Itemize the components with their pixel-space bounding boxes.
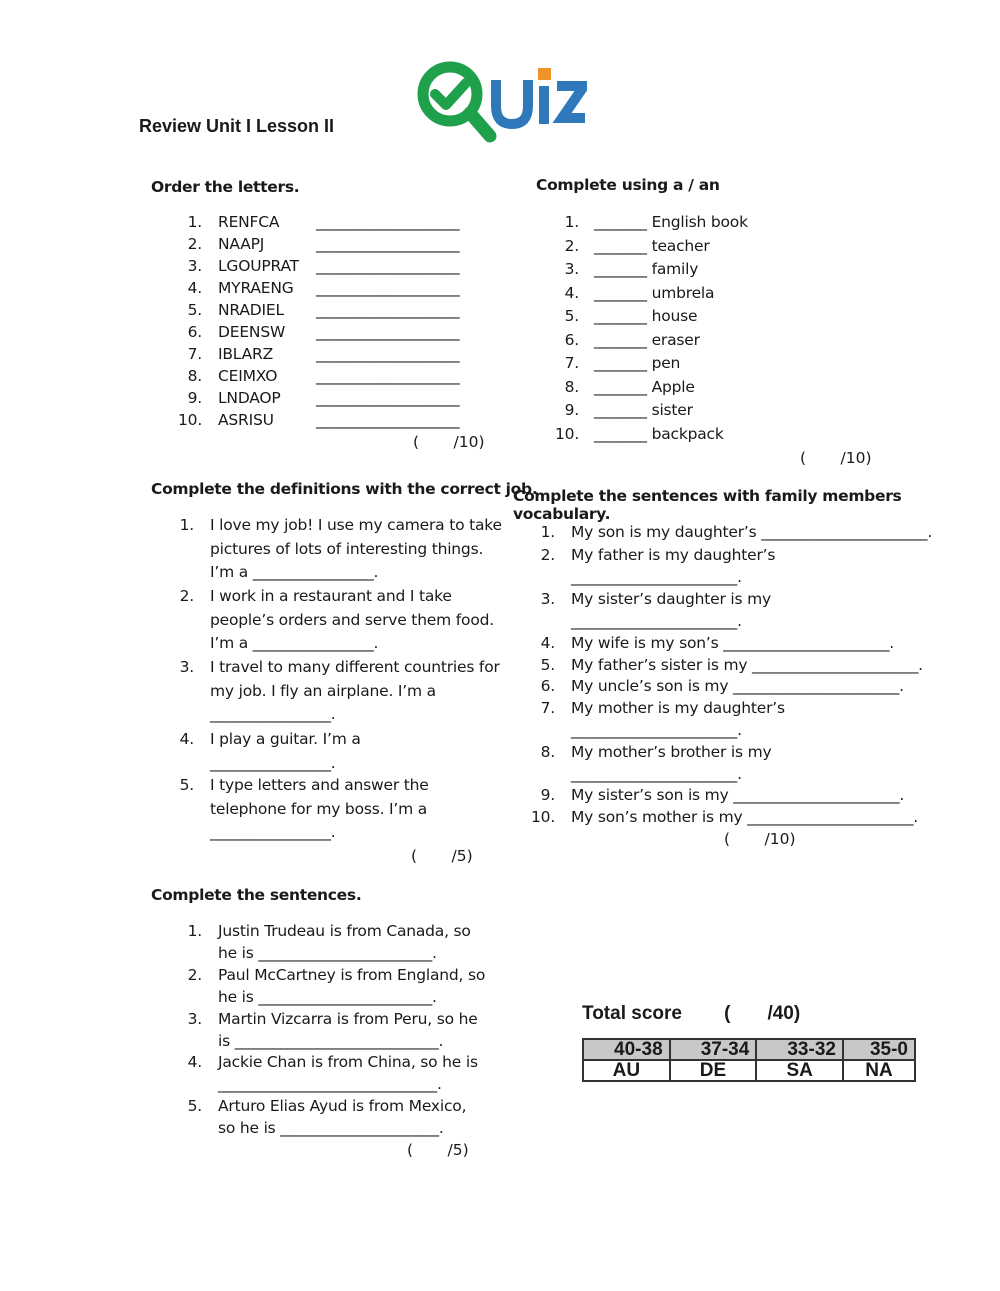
item-number: 5. — [187, 1097, 202, 1115]
a-an-score: ( /10) — [800, 449, 872, 467]
a-an-heading: Complete using a / an — [536, 176, 720, 194]
item-text-line: Martin Vizcarra is from Peru, so he — [218, 1010, 478, 1028]
answer-blank[interactable]: ___________________ — [316, 323, 460, 341]
answer-blank[interactable]: ___________________ — [316, 345, 460, 363]
item-text: _______ English book — [594, 213, 748, 231]
item-text-line: My sister’s daughter is my — [571, 590, 771, 608]
order-letters-heading: Order the letters. — [151, 178, 300, 196]
grade-code: DE — [670, 1060, 757, 1081]
item-number: 9. — [564, 401, 579, 419]
item-number: 3. — [187, 257, 202, 275]
answer-blank[interactable]: ___________________ — [316, 279, 460, 297]
item-text-line: My father is my daughter’s — [571, 546, 776, 564]
item-text-line: my job. I fly an airplane. I’m a — [210, 681, 436, 700]
item-text: _______ eraser — [594, 331, 700, 349]
grade-range: 35-0 — [843, 1039, 915, 1060]
item-text-line: I type letters and answer the — [210, 776, 429, 794]
item-text-line: My sister’s son is my ______________________. — [571, 786, 905, 804]
item-text-line: My mother is my daughter’s — [571, 699, 785, 717]
item-text-line: ________________. — [210, 823, 336, 841]
item-number: 3. — [540, 590, 555, 608]
item-text: _______ house — [594, 307, 698, 325]
item-text-line: ______________________. — [571, 721, 742, 739]
item-text-line: My father’s sister is my ______________________. — [571, 656, 923, 674]
item-text: _______ Apple — [594, 378, 695, 396]
answer-blank[interactable]: ___________________ — [316, 235, 460, 253]
item-text-line: Arturo Elias Ayud is from Mexico, — [218, 1097, 467, 1115]
item-text-line: My uncle’s son is my ______________________. — [571, 677, 904, 695]
answer-blank[interactable]: ___________________ — [316, 411, 460, 429]
item-text: MYRAENG — [218, 279, 294, 297]
item-number: 1. — [187, 213, 202, 231]
item-number: 3. — [564, 260, 579, 278]
item-number: 7. — [187, 345, 202, 363]
grade-code: NA — [843, 1060, 915, 1081]
item-text: ASRISU — [218, 411, 274, 429]
order-letters-score: ( /10) — [413, 433, 485, 451]
item-number: 7. — [564, 354, 579, 372]
grade-range: 40-38 — [583, 1039, 670, 1060]
item-text: _______ sister — [594, 401, 693, 419]
item-number: 6. — [187, 323, 202, 341]
item-text-line: My mother’s brother is my — [571, 743, 772, 761]
item-text-line: I’m a ________________. — [210, 634, 379, 652]
item-text: RENFCA — [218, 213, 280, 231]
item-text-line: ______________________. — [571, 568, 742, 586]
item-number: 10. — [531, 808, 556, 826]
item-text: _______ family — [594, 260, 699, 278]
item-text-line: Jackie Chan is from China, so he is — [218, 1053, 478, 1071]
item-text-line: people’s orders and serve them food. — [210, 610, 494, 629]
item-text: DEENSW — [218, 323, 286, 341]
item-text-line: My son’s mother is my ______________________. — [571, 808, 919, 826]
item-text: CEIMXO — [218, 367, 278, 385]
answer-blank[interactable]: ___________________ — [316, 367, 460, 385]
item-text: NAAPJ — [218, 235, 265, 253]
sentences-score: ( /5) — [407, 1141, 469, 1159]
item-text-line: Paul McCartney is from England, so — [218, 966, 486, 984]
item-text-line: Justin Trudeau is from Canada, so — [218, 922, 471, 940]
answer-blank[interactable]: ___________________ — [316, 389, 460, 407]
grade-range: 33-32 — [756, 1039, 843, 1060]
grade-range: 37-34 — [670, 1039, 757, 1060]
item-number: 4. — [187, 279, 202, 297]
item-text-line: My son is my daughter’s ______________________. — [571, 523, 933, 541]
item-number: 5. — [187, 301, 202, 319]
item-text-line: ______________________. — [571, 612, 742, 630]
document-title: Review Unit I Lesson II — [139, 116, 335, 136]
item-number: 2. — [187, 235, 202, 253]
answer-blank[interactable]: ___________________ — [316, 213, 460, 231]
item-text: IBLARZ — [218, 345, 273, 363]
item-text: _______ teacher — [594, 237, 710, 255]
item-number: 1. — [179, 516, 194, 534]
item-text: NRADIEL — [218, 301, 284, 319]
item-number: 2. — [179, 587, 194, 605]
item-text-line: ________________. — [210, 705, 336, 723]
item-number: 2. — [540, 546, 555, 564]
definitions-heading: Complete the definitions with the correct job. — [151, 480, 538, 498]
family-heading: Complete the sentences with family members vocabulary. — [513, 487, 902, 523]
item-number: 5. — [540, 656, 555, 674]
item-number: 3. — [179, 658, 194, 676]
grade-code: SA — [756, 1060, 843, 1081]
item-text-line: My wife is my son’s ______________________. — [571, 634, 895, 652]
item-number: 5. — [179, 776, 194, 794]
item-number: 1. — [564, 213, 579, 231]
item-number: 4. — [187, 1053, 202, 1071]
sentences-heading: Complete the sentences. — [151, 886, 362, 904]
item-number: 1. — [540, 523, 555, 541]
item-text-line: he is _______________________. — [218, 944, 437, 962]
family-score: ( /10) — [724, 830, 796, 848]
item-text: LGOUPRAT — [218, 257, 299, 275]
item-number: 9. — [187, 389, 202, 407]
item-number: 2. — [564, 237, 579, 255]
item-text-line: is ___________________________. — [218, 1032, 444, 1050]
item-text-line: pictures of lots of interesting things. — [210, 539, 484, 558]
grade-code: AU — [583, 1060, 670, 1081]
item-number: 1. — [187, 922, 202, 940]
item-text-line: he is _______________________. — [218, 988, 437, 1006]
answer-blank[interactable]: ___________________ — [316, 257, 460, 275]
item-number: 9. — [540, 786, 555, 804]
item-text-line: so he is _____________________. — [218, 1119, 444, 1137]
item-text: _______ pen — [594, 354, 681, 372]
item-text-line: telephone for my boss. I’m a — [210, 799, 428, 818]
item-number: 4. — [540, 634, 555, 652]
item-text: _______ umbrela — [594, 284, 715, 302]
quiz-logo — [412, 60, 587, 144]
item-number: 8. — [564, 378, 579, 396]
item-number: 4. — [179, 730, 194, 748]
item-text-line: I love my job! I use my camera to take — [210, 516, 502, 534]
item-number: 8. — [187, 367, 202, 385]
item-text-line: ______________________. — [571, 765, 742, 783]
item-text-line: ________________. — [210, 753, 336, 772]
item-text: _______ backpack — [594, 425, 724, 443]
item-text-line: I work in a restaurant and I take — [210, 587, 452, 605]
item-number: 2. — [187, 966, 202, 984]
item-number: 6. — [564, 331, 579, 349]
item-text-line: _____________________________. — [218, 1075, 442, 1093]
answer-blank[interactable]: ___________________ — [316, 301, 460, 319]
item-number: 8. — [540, 743, 555, 761]
item-text: LNDAOP — [218, 389, 281, 407]
item-number: 10. — [178, 411, 203, 429]
item-number: 10. — [555, 425, 580, 443]
total-score-label: Total score ( /40) — [582, 1003, 801, 1024]
item-number: 3. — [187, 1010, 202, 1028]
grade-table — [582, 1038, 916, 1082]
item-number: 7. — [540, 699, 555, 717]
definitions-score: ( /5) — [411, 847, 473, 865]
item-number: 5. — [564, 307, 579, 325]
item-text-line: I’m a ________________. — [210, 563, 379, 581]
item-number: 6. — [540, 677, 555, 695]
item-text-line: I travel to many different countries for — [210, 658, 500, 676]
item-number: 4. — [564, 284, 579, 302]
item-text-line: I play a guitar. I’m a — [210, 730, 361, 748]
